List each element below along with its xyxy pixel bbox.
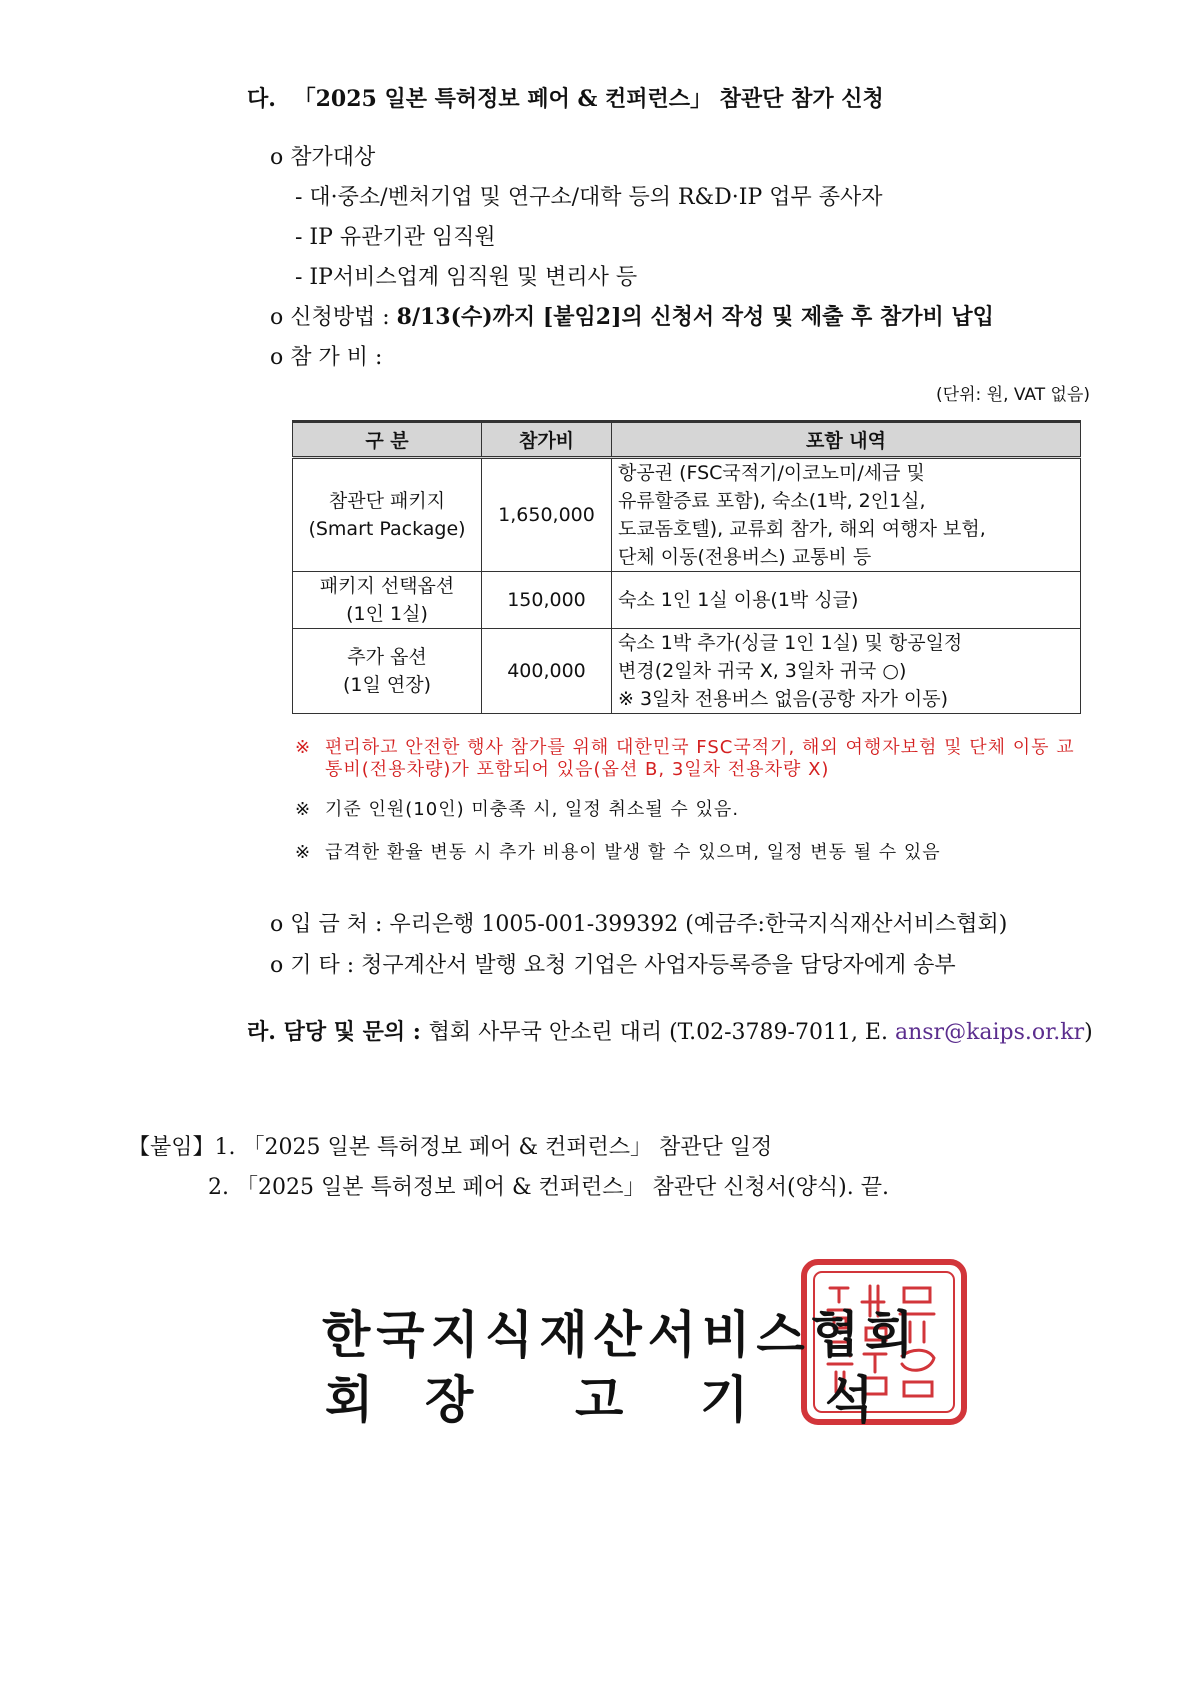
row3-details [612,629,1081,714]
note-3-mark: ※ [295,842,312,863]
header-amount: 참가비 [482,422,612,458]
target-item-3: - IP서비스업계 임직원 및 변리사 등 [295,265,638,290]
signature-title-1: 회 [325,1370,380,1429]
attachment-item-2: 2. 「2025 일본 특허정보 페어 & 컨퍼런스」 참관단 신청서(양식). 끝. [208,1175,889,1200]
row3-detail-line1: 숙소 1박 추가(싱글 1인 1실) 및 항공일정 [618,632,963,654]
row3-category [293,629,482,714]
note-1-mark: ※ [295,737,312,758]
contact-label: 라. 담당 및 문의 : [247,1019,429,1045]
contact-text: 협회 사무국 안소린 대리 (T.02-3789-7011, E. [428,1020,895,1045]
apply-line [270,300,994,331]
fee-table-header [293,422,1081,458]
note-2-text: 기준 인원(10인) 미충족 시, 일정 취소될 수 있음. [325,799,740,820]
section-heading: 「2025 일본 특허정보 페어 & 컨퍼런스」 참관단 참가 신청 [293,86,884,112]
section-label: 다. [247,86,276,112]
row2-details [612,572,1081,629]
header-category: 구 분 [293,422,482,458]
attachment-1 [128,1130,772,1161]
row2-detail-line1: 숙소 1인 1실 이용(1박 싱글) [618,589,859,611]
row1-detail-line1: 항공권 (FSC국적기/이코노미/세금 및 [618,462,925,484]
row3-amount: 400,000 [482,629,612,714]
apply-label: o 신청방법 : [270,305,397,330]
etc-line: o 기 타 : 청구계산서 발행 요청 기업은 사업자등록증을 담당자에게 송부 [270,953,956,978]
signature-org: 한국지식재산서비스협회 [322,1305,920,1364]
row1-category [293,458,482,572]
note-3-text: 급격한 환율 변동 시 추가 비용이 발생 할 수 있으며, 일정 변동 될 수 있음 [325,842,941,863]
table-row [293,629,1081,714]
row1-detail-line4: 단체 이동(전용버스) 교통비 등 [618,546,872,568]
row1-detail-line3: 도쿄돔호텔), 교류회 참가, 해외 여행자 보험, [618,518,986,540]
row2-amount: 150,000 [482,572,612,629]
row2-category [293,572,482,629]
target-item-2: - IP 유관기관 임직원 [295,225,496,250]
row2-category-line2: (1인 1실) [346,603,428,625]
signature-title-4: 기 [700,1370,755,1429]
row3-category-line2: (1일 연장) [342,674,431,696]
signature-title-3: 고 [575,1370,630,1429]
attachment-label: 【붙임】 [128,1135,215,1160]
fee-table [292,420,1081,714]
row1-category-line1: 참관단 패키지 [328,490,446,512]
apply-text: 8/13(수)까지 [붙임2]의 신청서 작성 및 제출 후 참가비 납입 [396,304,994,330]
table-row [293,572,1081,629]
row1-detail-line2: 유류할증료 포함), 숙소(1박, 2인1실, [618,490,926,512]
table-row [293,458,1081,572]
row1-amount: 1,650,000 [482,458,612,572]
note-3 [295,842,1055,864]
target-item-1: - 대·중소/벤처기업 및 연구소/대학 등의 R&D·IP 업무 종사자 [295,185,883,210]
target-heading: o 참가대상 [270,145,376,170]
signature-title-2: 장 [425,1370,480,1429]
note-1 [295,737,1085,781]
note-1-text: 편리하고 안전한 행사 참가를 위해 대한민국 FSC국적기, 해외 여행자보험 및 단체 이동 교통비(전용차량)가 포함되어 있음(옵션 B, 3일차 전용차량 X) [325,737,1075,780]
row3-category-line1: 추가 옵션 [347,646,427,668]
fee-label: o 참 가 비 : [270,345,383,370]
section-title [247,82,884,113]
attachment-item-1: 1. 「2025 일본 특허정보 페어 & 컨퍼런스」 참관단 일정 [214,1135,773,1160]
header-details: 포함 내역 [612,422,1081,458]
contact-email-link[interactable]: ansr@kaips.or.kr [894,1020,1085,1045]
row3-detail-line3: ※ 3일차 전용버스 없음(공항 자가 이동) [618,688,948,710]
row3-detail-line2: 변경(2일차 귀국 X, 3일차 귀국 ○) [618,660,907,682]
signature-title-5: 석 [825,1370,880,1429]
row1-category-line2: (Smart Package) [308,518,466,540]
row1-details [612,458,1081,572]
deposit-line: o 입 금 처 : 우리은행 1005-001-399392 (예금주:한국지식재산서비스협회) [270,912,1008,937]
note-2-mark: ※ [295,799,312,820]
unit-note: (단위: 원, VAT 없음) [936,385,1090,405]
contact-close: ) [1084,1020,1093,1045]
contact-line [247,1015,1093,1046]
note-2 [295,799,1085,821]
row2-category-line1: 패키지 선택옵션 [319,575,455,597]
